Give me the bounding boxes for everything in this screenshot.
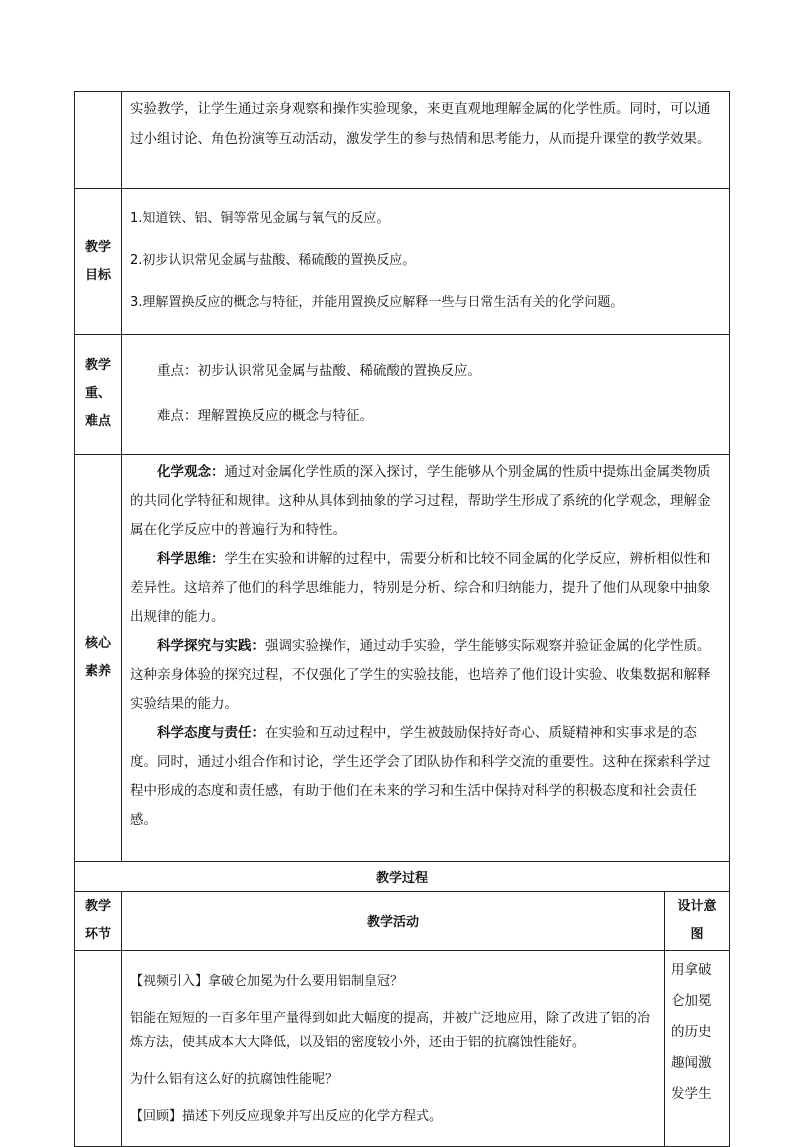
process-title-row [75,861,730,891]
objective-item-1: 1.知道铁、铝、铜等常见金属与氧气的反应。 [130,211,390,226]
intent-line-5: 发学生 [671,1085,712,1102]
literacy-title-1: 化学观念： [157,463,225,480]
objectives-row [75,189,730,335]
intent-line-3: 的历史 [671,1023,712,1040]
intro-label-cell [75,92,122,189]
intent-line-2: 仑加冕 [671,992,712,1009]
activity-line-4: 【回顾】描述下列反应现象并写出反应的化学方程式。 [130,1108,443,1124]
objectives-label: 教学 目标 [75,189,122,335]
process-row-1 [75,950,730,1146]
literacy-content [122,454,730,861]
intent-header: 设计意 图 [665,891,730,950]
lesson-plan-table [74,91,730,1147]
objective-item-3: 3.理解置换反应的概念与特征，并能用置换反应解释一些与日常生活有关的化学问题。 [130,295,624,310]
literacy-row [75,454,730,861]
activity-line-2: 铝能在短短的一百多年里产量得到如此大幅度的提高，并被广泛地应用，除了改进了铝的冶炼方法，使其成本大大降低，以及铝的密度较小外，还由于铝的抗腐蚀性能好。 [130,1010,651,1050]
literacy-paragraph-4: 科学态度与责任：在实验和互动过程中，学生被鼓励保持好奇心、质疑精神和实事求是的态度。同时，通过小组合作和讨论，学生还学会了团队协作和科学交流的重要性。这种在探索科学过程中形成的态度和责任感，有助于他们在未来的学习和生活中保持对科学的积极态度和社会责任感。 [130,724,711,828]
process-activity-cell [122,950,665,1146]
key-point-text: 重点：初步认识常见金属与盐酸、稀硫酸的置换反应。 [157,362,481,379]
literacy-paragraph-1: 化学观念：通过对金属化学性质的深入探讨，学生能够从个别金属的性质中提炼出金属类物质的共同化学特征和规律。这种从具体到抽象的学习过程，帮助学生形成了系统的化学观念，理解金属在化学反应中的普遍行为和特性。 [130,463,711,538]
key-points-label: 教学 重、 难点 [75,335,122,455]
key-points-content [122,335,730,455]
objective-item-2: 2.初步认识常见金属与盐酸、稀硫酸的置换反应。 [130,253,416,268]
literacy-title-2: 科学思维： [157,550,225,567]
intent-line-4: 趣闻激 [671,1054,712,1071]
process-title: 教学过程 [75,861,730,891]
activity-header: 教学活动 [122,891,665,950]
activity-line-3: 为什么铝有这么好的抗腐蚀性能呢？ [130,1071,339,1087]
difficult-point-text: 难点：理解置换反应的概念与特征。 [157,408,373,424]
intro-text: 实验教学，让学生通过亲身观察和操作实验现象，来更直观地理解金属的化学性质。同时，可以通过小组讨论、角色扮演等互动活动，激发学生的参与热情和思考能力，从而提升课堂的教学效果。 [130,101,711,147]
process-stage-cell [75,950,122,1146]
intro-content-cell [122,92,730,189]
key-points-row [75,335,730,455]
intro-row [75,92,730,189]
literacy-title-4: 科学态度与责任： [157,724,265,741]
literacy-label: 核心 素养 [75,454,122,861]
literacy-paragraph-2: 科学思维：学生在实验和讲解的过程中，需要分析和比较不同金属的化学反应，辨析相似性和差异性。这培养了他们的科学思维能力，特别是分析、综合和归纳能力，提升了他们从现象中抽象出规律的能力。 [130,550,711,625]
literacy-title-3: 科学探究与实践： [157,637,265,654]
objectives-content [122,189,730,335]
activity-line-1: 【视频引入】拿破仑加冕为什么要用铝制皇冠？ [130,973,404,989]
process-header-row [75,891,730,950]
process-intent-cell [665,950,730,1146]
literacy-paragraph-3: 科学探究与实践：强调实验操作，通过动手实验，学生能够实际观察并验证金属的化学性质。这种亲身体验的探究过程，不仅强化了学生的实验技能，也培养了他们设计实验、收集数据和解释实验结果的能力。 [130,637,711,712]
intent-line-1: 用拿破 [671,961,712,978]
stage-header: 教学 环节 [75,891,122,950]
